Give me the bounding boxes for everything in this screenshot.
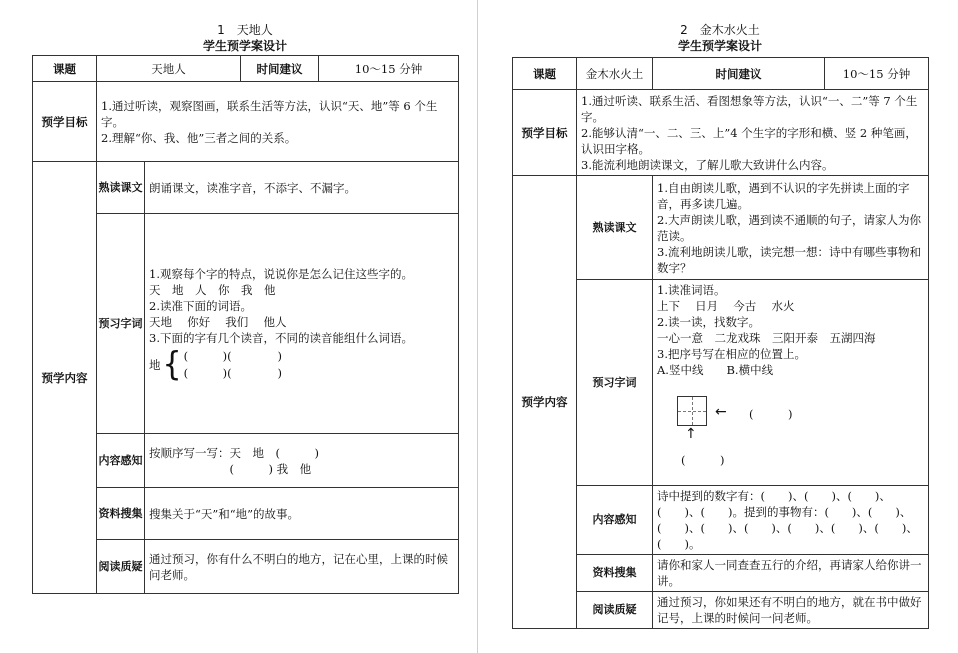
goal-line-3: 3.能流利地朗读课文，了解儿歌大致讲什么内容。 xyxy=(581,157,834,172)
question-text: 通过预习，你有什么不明白的地方，记在心里，上课的时候问老师。 xyxy=(145,540,459,594)
question-label: 阅读质疑 xyxy=(577,592,653,629)
goal-label: 预学目标 xyxy=(33,82,97,162)
words-line-2: 天 地 人 你 我 他 xyxy=(149,282,276,297)
words-line-4: 天地 你好 我们 他人 xyxy=(149,314,287,329)
feel-line-1[interactable]: 按顺序写一写：天 地 ( ) xyxy=(149,445,319,460)
topic-label: 课题 xyxy=(33,56,97,82)
right-page xyxy=(478,0,958,653)
feel-text[interactable]: 诗中提到的数字有：( )、( )、( )、( )、( )。提到的事物有：( )、( )、( )、( )、( )、( )、( )、( )、( )。 xyxy=(653,486,929,555)
time-label: 时间建议 xyxy=(653,58,825,90)
goal-line-2: 2.能够认清“一、二、三、上”4 个生字的字形和横、竖 2 种笔画，认识田字格。 xyxy=(581,125,917,156)
left-title-subtitle: 学生预学案设计 xyxy=(202,39,287,53)
brace-icon: { xyxy=(162,344,182,384)
collect-label: 资料搜集 xyxy=(577,555,653,592)
goal-text: 1.通过听读，观察图画，联系生活等方法，认识“天、地”等 6 个生字。 2.理解“你、我、他”三者之间的关系。 xyxy=(97,82,459,162)
words-line-5: 3.下面的字有几个读音，不同的读音能组什么词语。 xyxy=(149,330,413,345)
time-value: 10～15 分钟 xyxy=(319,56,459,82)
read-text: 朗诵课文，读准字音，不添字、不漏字。 xyxy=(145,162,459,214)
time-label: 时间建议 xyxy=(241,56,319,82)
read-content xyxy=(653,176,929,280)
words-label: 预习字词 xyxy=(577,280,653,486)
goal-label: 预学目标 xyxy=(513,90,577,176)
left-title-lesson: 1 天地人 xyxy=(217,23,273,37)
arrow-up-icon: ↑ xyxy=(685,426,697,442)
words-line-2: 上下 日月 今古 水火 xyxy=(657,299,795,313)
left-page xyxy=(0,0,477,653)
right-title-subtitle: 学生预学案设计 xyxy=(677,39,762,53)
polyphone-char: 地 xyxy=(149,357,161,372)
goal-content xyxy=(577,90,929,176)
collect-text: 请你和家人一同查查五行的介绍，再请家人给你讲一讲。 xyxy=(653,555,929,592)
feel-label: 内容感知 xyxy=(97,434,145,488)
polyphone-group xyxy=(149,344,454,384)
time-value: 10～15 分钟 xyxy=(825,58,929,90)
content-label: 预学内容 xyxy=(33,162,97,594)
words-line-6: A.竖中线 B.横中线 xyxy=(657,363,774,377)
topic-label: 课题 xyxy=(513,58,577,90)
answer-blank-bottom[interactable]: ( ) xyxy=(681,453,725,467)
words-line-1: 1.读准词语。 xyxy=(657,283,726,297)
topic-value: 天地人 xyxy=(97,56,241,82)
left-table xyxy=(32,55,459,594)
read-line-3: 3.流利地朗读儿歌，读完想一想：诗中有哪些事物和数字？ xyxy=(657,244,921,275)
question-label: 阅读质疑 xyxy=(97,540,145,594)
words-label: 预习字词 xyxy=(97,214,145,434)
words-line-1: 1.观察每个字的特点，说说你是怎么记住这些字的。 xyxy=(149,266,413,281)
content-label: 预学内容 xyxy=(513,176,577,629)
goal-line-1: 1.通过听读、联系生活、看图想象等方法，认识“一、二”等 7 个生字。 xyxy=(581,93,918,124)
polyphone-blank-1[interactable]: ( )( ) xyxy=(183,348,283,363)
feel-content xyxy=(145,434,459,488)
right-title xyxy=(512,22,928,54)
read-line-2: 2.大声朗读儿歌，遇到读不通顺的句子，请家人为你范读。 xyxy=(657,212,921,243)
left-title xyxy=(32,22,458,54)
words-line-5: 3.把序号写在相应的位置上。 xyxy=(657,347,806,361)
feel-line-2[interactable]: ( ) 我 他 xyxy=(149,461,312,476)
collect-label: 资料搜集 xyxy=(97,488,145,540)
answer-blank-right[interactable]: ( ) xyxy=(749,407,793,421)
topic-value: 金木水火土 xyxy=(577,58,653,90)
words-line-3: 2.读准下面的词语。 xyxy=(149,298,252,313)
right-title-lesson: 2 金木水火土 xyxy=(680,23,760,37)
tianzige-exercise xyxy=(657,382,924,472)
words-content xyxy=(653,280,929,486)
read-label: 熟读课文 xyxy=(577,176,653,280)
collect-text: 搜集关于“天”和“地”的故事。 xyxy=(145,488,459,540)
words-line-3: 2.读一读，找数字。 xyxy=(657,315,760,329)
read-label: 熟读课文 xyxy=(97,162,145,214)
words-content xyxy=(145,214,459,434)
read-line-1: 1.自由朗读儿歌，遇到不认识的字先拼读上面的字音，再多读几遍。 xyxy=(657,180,910,211)
feel-label: 内容感知 xyxy=(577,486,653,555)
right-table xyxy=(512,57,929,629)
words-line-4: 一心一意 二龙戏珠 三阳开泰 五湖四海 xyxy=(657,331,876,345)
polyphone-blank-2[interactable]: ( )( ) xyxy=(183,365,283,380)
question-text: 通过预习，你如果还有不明白的地方，就在书中做好记号，上课的时候问一问老师。 xyxy=(653,592,929,629)
arrow-left-icon: ← xyxy=(715,404,727,420)
tianzige-grid-icon xyxy=(677,396,707,426)
